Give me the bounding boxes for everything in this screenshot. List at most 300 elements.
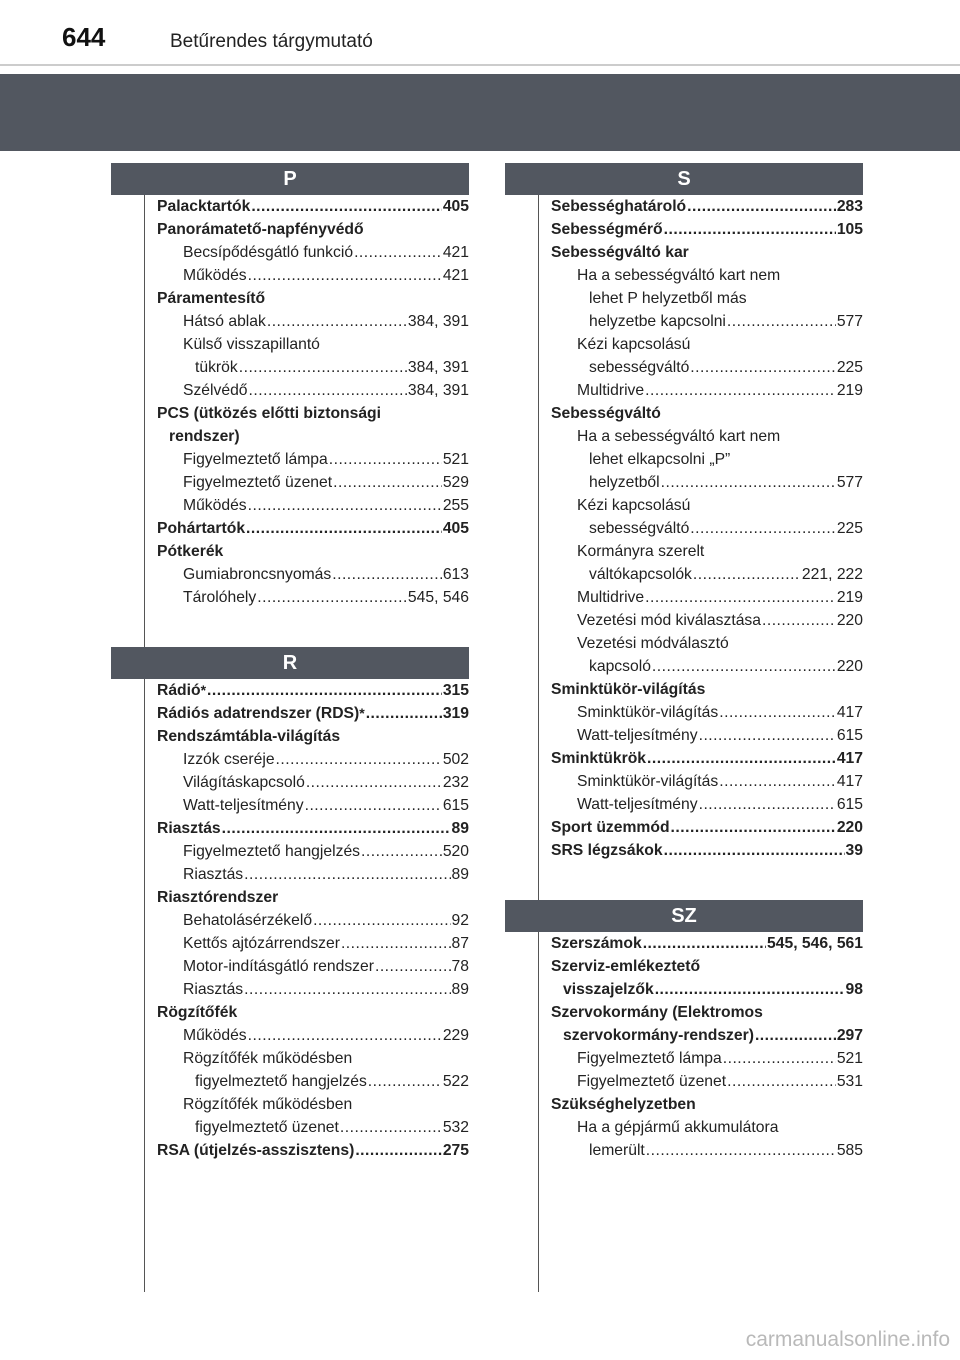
page-reference: 105	[836, 221, 863, 238]
index-term: Rádiós adatrendszer (RDS)	[157, 705, 360, 722]
index-entry	[551, 678, 863, 701]
index-entry-line	[551, 816, 863, 839]
index-term: figyelmeztető üzenet	[195, 1119, 339, 1136]
index-entry	[183, 494, 469, 517]
page-reference: 384, 391	[407, 359, 469, 376]
index-entry	[183, 264, 469, 287]
index-entry-line	[183, 909, 469, 932]
index-entry	[183, 840, 469, 863]
index-entry-line	[157, 540, 469, 563]
index-entry	[183, 771, 469, 794]
dot-leader	[368, 1070, 442, 1093]
dot-leader	[244, 863, 450, 886]
index-term: lehet P helyzetből más	[589, 290, 747, 307]
index-term: Szerszámok	[551, 935, 642, 952]
page-reference: 384, 391	[407, 382, 469, 399]
index-term: lehet elkapcsolni „P”	[589, 451, 731, 468]
index-term: Becsípődésgátló funkció	[183, 244, 354, 261]
index-entry-line	[551, 839, 863, 862]
page-reference: 613	[442, 566, 469, 583]
index-entry-line	[551, 1093, 863, 1116]
index-entry	[183, 1093, 469, 1139]
dot-leader	[664, 218, 836, 241]
index-term: Figyelmeztető üzenet	[183, 474, 333, 491]
index-entry-line	[551, 747, 863, 770]
index-entry-line	[183, 748, 469, 771]
index-entry-line	[183, 794, 469, 817]
dot-leader	[354, 241, 442, 264]
index-entry	[577, 1047, 863, 1070]
dot-leader	[246, 517, 442, 540]
index-term: Szükséghelyzetben	[551, 1096, 696, 1113]
index-entry-line	[577, 655, 863, 678]
index-entry-line	[551, 678, 863, 701]
index-entry-line	[577, 609, 863, 632]
page-reference: 39	[845, 842, 863, 859]
page-reference: 531	[836, 1073, 863, 1090]
index-entry-line	[577, 333, 863, 356]
section-header-sz: SZ	[505, 900, 863, 932]
index-entry-line	[183, 379, 469, 402]
page-number: 644	[62, 22, 106, 52]
index-term: Sebességváltó kar	[551, 244, 689, 261]
dot-leader	[313, 909, 450, 932]
index-entry-line	[157, 287, 469, 310]
index-term: Hátsó ablak	[183, 313, 266, 330]
index-entry	[183, 333, 469, 379]
index-entry	[577, 793, 863, 816]
index-term: helyzetből	[589, 474, 660, 491]
section-header-s: S	[505, 163, 863, 195]
page-reference: 421	[442, 267, 469, 284]
index-entry-line	[577, 770, 863, 793]
page-reference: 521	[442, 451, 469, 468]
index-term: Riasztórendszer	[157, 889, 279, 906]
index-entry	[183, 379, 469, 402]
index-entry	[551, 839, 863, 862]
index-entry-line	[551, 195, 863, 218]
dot-leader	[693, 563, 801, 586]
index-entry	[577, 425, 863, 494]
index-term: visszajelzők	[563, 981, 654, 998]
page-reference: 315	[442, 682, 469, 699]
index-entry	[157, 540, 469, 563]
dot-leader	[727, 1070, 836, 1093]
dot-leader	[305, 794, 442, 817]
page-reference: 421	[442, 244, 469, 261]
index-entry	[183, 586, 469, 609]
index-entry-line	[157, 402, 469, 425]
index-term: Sebességváltó	[551, 405, 661, 422]
index-term: PCS (ütközés előtti biztonsági	[157, 405, 381, 422]
index-entry	[157, 517, 469, 540]
index-term: Kormányra szerelt	[577, 543, 705, 560]
section-header-r: R	[111, 647, 469, 679]
index-term: Sport üzemmód	[551, 819, 670, 836]
index-term: Ha a sebességváltó kart nem	[577, 267, 781, 284]
index-term: Behatolásérzékelő	[183, 912, 313, 929]
dot-leader	[249, 379, 407, 402]
index-entry	[577, 632, 863, 678]
page-reference: 255	[442, 497, 469, 514]
index-entry	[157, 287, 469, 310]
index-term: szervokormány-rendszer)	[563, 1027, 754, 1044]
dot-leader	[664, 839, 845, 862]
index-entry	[577, 379, 863, 402]
index-entry-line	[157, 725, 469, 748]
page-reference: 220	[836, 819, 863, 836]
index-entry	[183, 563, 469, 586]
index-term: lemerült	[589, 1142, 645, 1159]
index-entry-line	[551, 978, 863, 1001]
index-term: rendszer)	[169, 428, 240, 445]
dot-leader	[276, 748, 442, 771]
dot-leader	[645, 586, 836, 609]
page-reference: 405	[442, 520, 469, 537]
index-entry-line	[577, 310, 863, 333]
index-term: Tárolóhely	[183, 589, 257, 606]
section-p-entries	[145, 195, 469, 609]
index-entry-line	[157, 195, 469, 218]
page-reference: 220	[836, 612, 863, 629]
dot-leader	[361, 840, 442, 863]
index-entry-line	[551, 1024, 863, 1047]
index-entry	[577, 770, 863, 793]
dot-leader	[306, 771, 442, 794]
page-reference: 87	[451, 935, 469, 952]
section-gap	[145, 609, 469, 647]
page-reference: 532	[442, 1119, 469, 1136]
dot-leader	[207, 679, 442, 702]
index-entry-line	[183, 1116, 469, 1139]
dot-leader	[671, 816, 836, 839]
dot-leader	[248, 1024, 442, 1047]
section-r-entries	[145, 679, 469, 1162]
index-entry-line	[157, 817, 469, 840]
index-entry-line	[183, 563, 469, 586]
dot-leader	[723, 1047, 836, 1070]
page-reference: 405	[442, 198, 469, 215]
index-term: Izzók cseréje	[183, 751, 275, 768]
index-term: Kézi kapcsolású	[577, 497, 691, 514]
index-term: Sminktükör-világítás	[577, 773, 719, 790]
index-entry-line	[183, 955, 469, 978]
index-column-right	[538, 163, 863, 1292]
index-term: Rögzítőfék működésben	[183, 1050, 353, 1067]
index-entry-line	[577, 1070, 863, 1093]
dot-leader	[366, 702, 442, 725]
index-term: Kettős ajtózárrendszer	[183, 935, 340, 952]
index-entry-line	[577, 287, 863, 310]
index-entry	[183, 1047, 469, 1093]
index-term: Vezetési mód kiválasztása	[577, 612, 761, 629]
index-term: Sminktükör-világítás	[577, 704, 719, 721]
page-reference: 521	[836, 1050, 863, 1067]
page-reference: 529	[442, 474, 469, 491]
page-reference: 545, 546, 561	[767, 935, 863, 952]
index-entry	[577, 1070, 863, 1093]
header-band	[0, 74, 960, 151]
index-term: Külső visszapillantó	[183, 336, 320, 353]
index-entry	[551, 932, 863, 955]
index-entry	[157, 817, 469, 840]
page-title: Betűrendes tárgymutató	[170, 31, 373, 52]
index-term: Figyelmeztető üzenet	[577, 1073, 727, 1090]
index-entry-line	[183, 471, 469, 494]
index-entry-line	[183, 840, 469, 863]
page-reference: 89	[451, 866, 469, 883]
page-reference: 229	[442, 1027, 469, 1044]
section-s-entries	[539, 195, 863, 862]
page-reference: 283	[836, 198, 863, 215]
dot-leader	[239, 356, 407, 379]
index-entry	[577, 1116, 863, 1162]
watermark: carmanualsonline.info	[745, 1328, 950, 1351]
index-term: kapcsoló	[589, 658, 651, 675]
index-entry-line	[577, 471, 863, 494]
index-term: Pótkerék	[157, 543, 224, 560]
dot-leader	[762, 609, 836, 632]
dot-leader	[645, 379, 836, 402]
page-reference: 219	[836, 589, 863, 606]
index-entry-line	[577, 264, 863, 287]
page-reference: 615	[836, 727, 863, 744]
dot-leader	[690, 517, 836, 540]
dot-leader	[647, 747, 836, 770]
index-entry-line	[183, 356, 469, 379]
dot-leader	[375, 955, 451, 978]
index-entry	[157, 402, 469, 448]
page-reference: 520	[442, 843, 469, 860]
page-reference: 98	[845, 981, 863, 998]
page-reference: 89	[451, 981, 469, 998]
index-entry-line	[183, 448, 469, 471]
index-term: Riasztás	[157, 820, 221, 837]
index-entry-line	[551, 955, 863, 978]
index-entry-line	[577, 1116, 863, 1139]
section-header-p: P	[111, 163, 469, 195]
dot-leader	[652, 655, 836, 678]
page-reference: 221, 222	[801, 566, 863, 583]
page-reference: 384, 391	[407, 313, 469, 330]
dot-leader	[687, 195, 836, 218]
section-gap	[539, 862, 863, 900]
index-column-left	[144, 163, 469, 1292]
index-entry	[157, 725, 469, 748]
index-entry-line	[577, 793, 863, 816]
dot-leader	[690, 356, 836, 379]
section-sz-entries	[539, 932, 863, 1162]
index-entry-line	[551, 241, 863, 264]
dot-leader	[655, 978, 845, 1001]
page-reference: 417	[836, 704, 863, 721]
index-term: sebességváltó	[589, 359, 690, 376]
page-reference: 78	[451, 958, 469, 975]
dot-leader	[699, 793, 836, 816]
page-reference: 615	[442, 797, 469, 814]
index-entry	[577, 724, 863, 747]
index-term: Vezetési módválasztó	[577, 635, 729, 652]
index-term: Watt-teljesítmény	[183, 797, 304, 814]
index-term: Ha a gépjármű akkumulátora	[577, 1119, 779, 1136]
index-term: Figyelmeztető lámpa	[577, 1050, 722, 1067]
index-term: Működés	[183, 497, 247, 514]
index-entry-line	[183, 863, 469, 886]
page-reference: 225	[836, 359, 863, 376]
dot-leader	[248, 494, 442, 517]
index-entry	[157, 195, 469, 218]
index-term: Működés	[183, 1027, 247, 1044]
dot-leader	[257, 586, 407, 609]
index-entry-line	[577, 379, 863, 402]
index-entry-line	[183, 264, 469, 287]
index-term: Figyelmeztető hangjelzés	[183, 843, 361, 860]
index-entry	[157, 679, 469, 702]
index-entry-line	[183, 1047, 469, 1070]
index-entry-line	[551, 402, 863, 425]
index-term: Kézi kapcsolású	[577, 336, 691, 353]
page-reference: 545, 546	[407, 589, 469, 606]
index-term: váltókapcsolók	[589, 566, 692, 583]
index-entry	[551, 816, 863, 839]
index-entry	[551, 241, 863, 264]
index-term: Pohártartók	[157, 520, 246, 537]
index-term: Watt-teljesítmény	[577, 727, 698, 744]
index-term: Szervokormány (Elektromos	[551, 1004, 763, 1021]
index-entry-line	[157, 218, 469, 241]
dot-leader	[755, 1024, 836, 1047]
index-term: sebességváltó	[589, 520, 690, 537]
index-entry	[183, 748, 469, 771]
index-entry	[551, 747, 863, 770]
index-entry-line	[577, 1139, 863, 1162]
index-entry	[577, 540, 863, 586]
index-term: Motor-indításgátló rendszer	[183, 958, 374, 975]
index-entry	[183, 1024, 469, 1047]
index-entry-line	[157, 1139, 469, 1162]
index-entry-line: Rádió * ..... 315	[157, 679, 469, 702]
index-term: Világításkapcsoló	[183, 774, 305, 791]
page-reference: 577	[836, 474, 863, 491]
page-reference: 225	[836, 520, 863, 537]
index-entry	[157, 1001, 469, 1024]
index-entry-line	[577, 724, 863, 747]
page-reference: 232	[442, 774, 469, 791]
index-entry-line	[577, 586, 863, 609]
index-entry-line	[551, 932, 863, 955]
dot-leader	[719, 701, 836, 724]
index-entry-line	[157, 517, 469, 540]
page-reference: 220	[836, 658, 863, 675]
index-term: Watt-teljesítmény	[577, 796, 698, 813]
index-term: Panorámatető-napfényvédő	[157, 221, 364, 238]
index-entry	[183, 978, 469, 1001]
page-reference: 89	[451, 820, 469, 837]
index-entry-line	[157, 425, 469, 448]
index-term: helyzetbe kapcsolni	[589, 313, 726, 330]
index-term: Sebességhatároló	[551, 198, 687, 215]
index-term: Palacktartók	[157, 198, 251, 215]
index-entry	[183, 863, 469, 886]
index-term: Szerviz-emlékeztető	[551, 958, 701, 975]
index-term: Riasztás	[183, 981, 244, 998]
index-entry	[157, 218, 469, 241]
index-entry	[551, 1001, 863, 1047]
index-entry	[183, 471, 469, 494]
index-term: Riasztás	[183, 866, 244, 883]
index-entry-line	[183, 771, 469, 794]
index-term: Multidrive	[577, 382, 645, 399]
index-entry-line	[183, 333, 469, 356]
index-entry-line	[577, 701, 863, 724]
index-entry	[183, 241, 469, 264]
index-entry-line	[183, 241, 469, 264]
page-reference: 275	[442, 1142, 469, 1159]
dot-leader	[329, 448, 442, 471]
index-term: Sminktükrök	[551, 750, 647, 767]
index-term: tükrök	[195, 359, 238, 376]
index-entry-line	[577, 356, 863, 379]
index-entry	[551, 402, 863, 425]
index-entry-line	[551, 1001, 863, 1024]
index-entry	[577, 494, 863, 540]
index-entry	[577, 333, 863, 379]
index-entry	[577, 264, 863, 333]
index-term: Sebességmérő	[551, 221, 663, 238]
index-entry	[183, 794, 469, 817]
index-entry-line	[577, 517, 863, 540]
dot-leader	[661, 471, 836, 494]
index-term: Rendszámtábla-világítás	[157, 728, 341, 745]
index-entry	[183, 310, 469, 333]
page-reference: 417	[836, 773, 863, 790]
index-entry-line	[157, 1001, 469, 1024]
dot-leader	[244, 978, 450, 1001]
index-term: Működés	[183, 267, 247, 284]
index-term: Figyelmeztető lámpa	[183, 451, 328, 468]
index-entry	[157, 702, 469, 725]
index-entry-line	[577, 563, 863, 586]
index-term: Rögzítőfék működésben	[183, 1096, 353, 1113]
index-term: figyelmeztető hangjelzés	[195, 1073, 367, 1090]
index-entry	[551, 218, 863, 241]
index-entry	[577, 586, 863, 609]
header-divider	[0, 64, 960, 66]
index-entry	[157, 886, 469, 909]
index-entry	[551, 1093, 863, 1116]
index-entry-line	[577, 448, 863, 471]
index-entry	[183, 932, 469, 955]
index-entry-line	[577, 540, 863, 563]
page-reference: 319	[442, 705, 469, 722]
index-entry-line	[577, 1047, 863, 1070]
index-term: Rádió	[157, 682, 201, 699]
page-reference: 502	[442, 751, 469, 768]
index-term: Rögzítőfék	[157, 1004, 238, 1021]
index-entry	[551, 195, 863, 218]
page-reference: 522	[442, 1073, 469, 1090]
page-reference: 585	[836, 1142, 863, 1159]
dot-leader	[340, 1116, 442, 1139]
dot-leader	[248, 264, 442, 287]
page-reference: 297	[836, 1027, 863, 1044]
page-reference: 417	[836, 750, 863, 767]
index-entry-line	[183, 1093, 469, 1116]
index-term: SRS légzsákok	[551, 842, 663, 859]
index-entry	[577, 701, 863, 724]
dot-leader	[222, 817, 451, 840]
index-entry	[551, 955, 863, 1001]
